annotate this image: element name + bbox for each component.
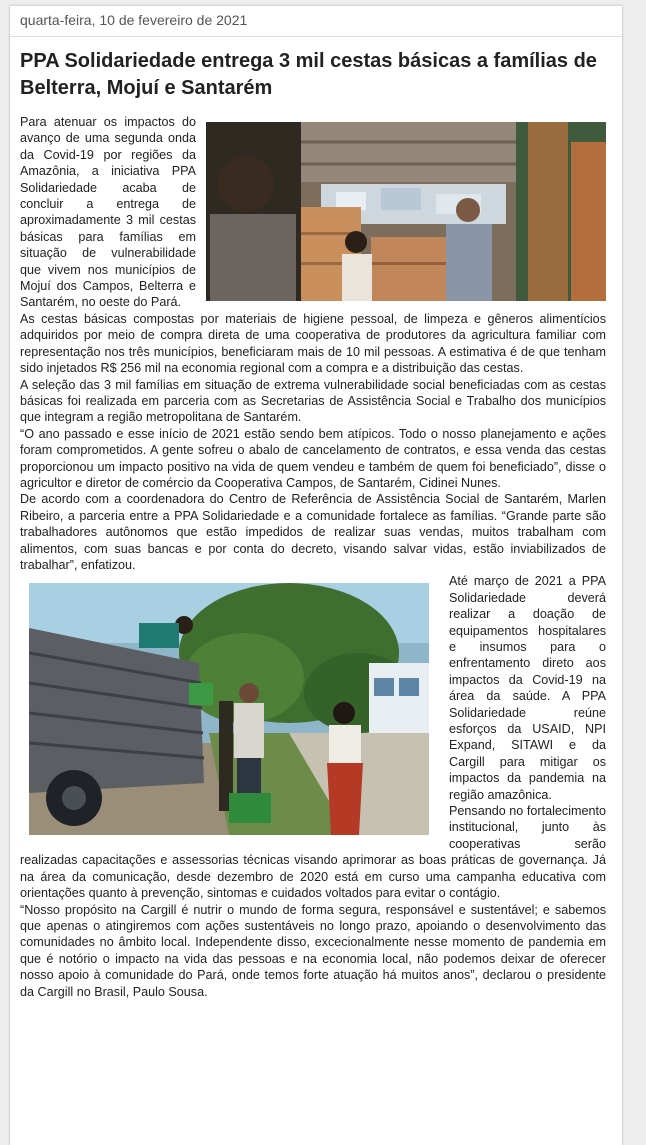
paragraph: Pensando no fortalecimento institucional, junto às cooperativas serão realizadas capacitações e assessorias técnicas visando aprimorar as boas práticas de governança. Já na área da comunicação, desde dezembro de 2020 está em curso uma campanha educativa com orientações quanto à prevenção, sintomas e cuidados voltados para evitar o contágio.	[20, 804, 606, 901]
paragraph: “O ano passado e esse início de 2021 estão sendo bem atípicos. Todo o nosso planejamento e ações foram comprometidos. A gente sofreu o abalo de cancelamento de contratos, e essa venda das cestas proporcionou um impacto positivo na vida de quem vendeu e também de quem foi beneficiado”, disse o agricultor e diretor de comércio da Cooperativa Campos, de Santarém, Cidinei Nunes.	[20, 426, 606, 490]
blog-post	[10, 6, 622, 1145]
paragraph: Para atenuar os impactos do avanço de uma segunda onda da Covid-19 por regiões da Amazônia, a iniciativa PPA Solidariedade acaba de concluir a entrega de aproximadamente 3 mil cestas básicas para famílias em situação de vulnerabilidade que vivem nos municípios de Mojuí dos Campos, Belterra e Santarém, no oeste do Pará.	[20, 115, 196, 310]
truck-unloading-photo[interactable]	[206, 122, 606, 301]
paragraph: A seleção das 3 mil famílias em situação de extrema vulnerabilidade social beneficiadas com as cestas básicas foi realizada em parceria com as Secretarias de Assistência Social e Trabalho dos municípios que integram a região metropolitana de Santarém.	[20, 377, 606, 425]
paragraph: “Nosso propósito na Cargill é nutrir o mundo de forma segura, responsável e sustentável; e sabemos que apenas o atingiremos com ações sustentáveis no longo prazo, apoiando o desenvolvimento das comunidades no âmbito local. Independente disso, excecionalmente nesse momento de pandemia em que é notório o impacto na vida das pessoas e na economia local, não podemos deixar de oferecer nosso apoio à comunidade do Pará, onde temos forte atuação há muitos anos”, declarou o presidente da Cargill no Brasil, Paulo Sousa.	[20, 902, 606, 999]
street-delivery-photo[interactable]	[29, 583, 429, 835]
paragraph: Até março de 2021 a PPA Solidariedade deverá realizar a doação de equipamentos hospitalares e insumos para o enfrentamento direto aos impactos da Covid-19 na área da saúde. A PPA Solidariedade reúne esforços da USAID, NPI Expand, SITAWI e da Cargill para mitigar os impactos da pandemia na região amazônica.	[449, 574, 606, 802]
paragraph: De acordo com a coordenadora do Centro de Referência de Assistência Social de Santarém, Marlen Ribeiro, a parceria entre a PPA Solidariedade e a comunidade fortalece as famílias. “Grande parte são trabalhadores autônomos que estão impedidos de realizar suas vendas, muitos trabalham com alimentos, com suas bancas e por conta do decreto, visando salvar vidas, estão inviabilizados de trabalhar”, enfatizou.	[20, 492, 606, 572]
post-title: PPA Solidariedade entrega 3 mil cestas básicas a famílias de Belterra, Mojuí e Santarém	[20, 50, 597, 99]
post-date: quarta-feira, 10 de fevereiro de 2021	[20, 12, 248, 28]
date-header	[10, 6, 622, 37]
post-body	[20, 114, 606, 1000]
paragraph: As cestas básicas compostas por materiais de higiene pessoal, de limpeza e gêneros alimentícios adquiridos por meio de compra direta de uma cooperativa de produtores da agricultura familiar com representação nos três municípios, beneficiaram mais de 10 mil pessoas. A estimativa é de que tenham sido injetados R$ 256 mil na economia regional com a compra e a distribuição das cestas.	[20, 311, 606, 376]
